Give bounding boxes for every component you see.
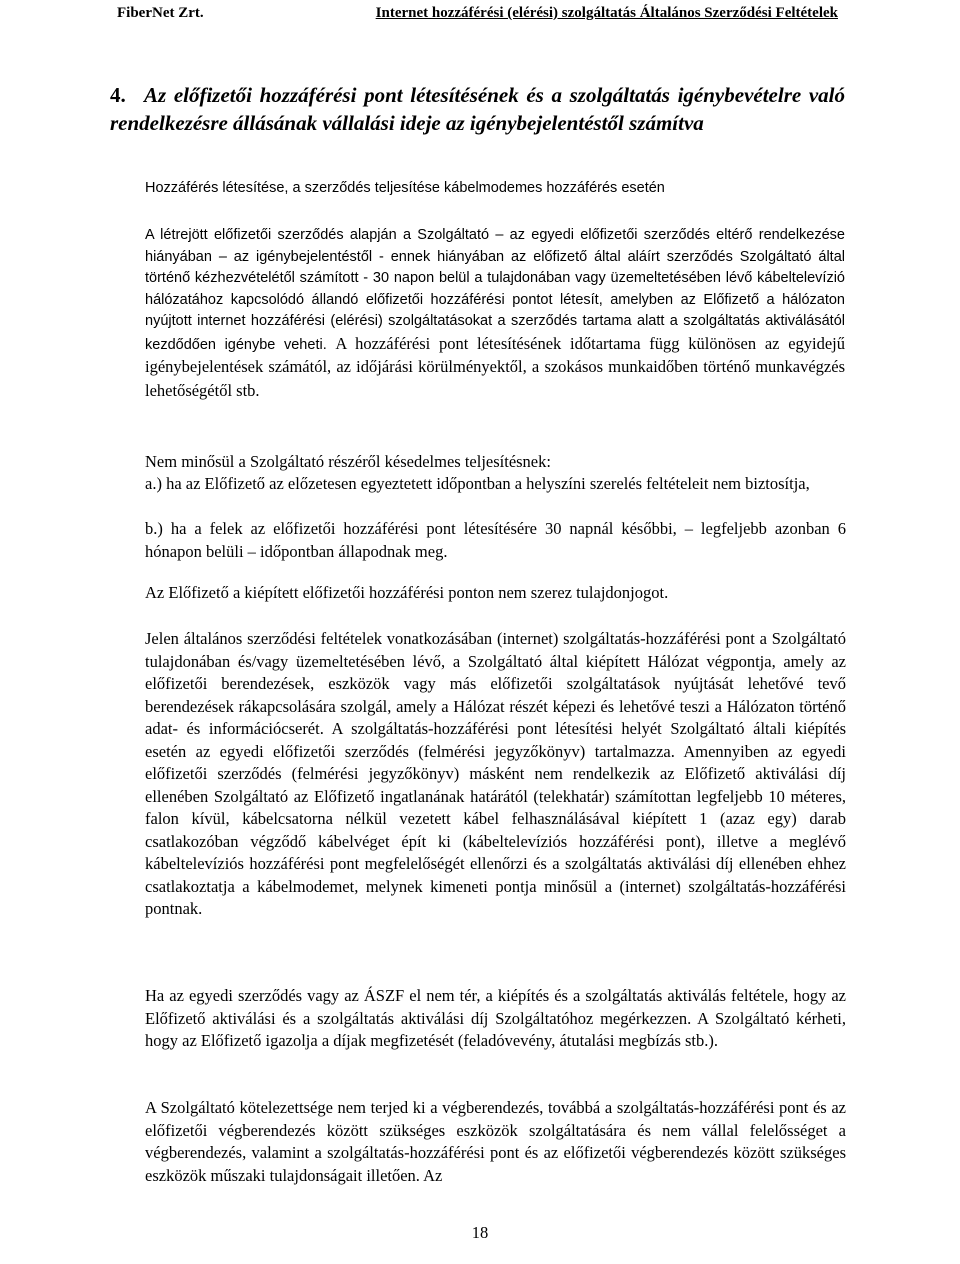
section-number: 4. [110,83,126,107]
delay-list-title: Nem minősül a Szolgáltató részéről késedelmes teljesítésnek: [145,452,551,471]
paragraph-provider-obligations: A Szolgáltató kötelezettsége nem terjed ki a végberendezés, továbbá a szolgáltatás-hozzáférési pont és az előfizetői végberendezés között szükséges eszközök szolgáltatására és nem vállal felelősséget a végberendezés, valamint a szolgáltatás-hozzáférési pont és az előfizetői végberendezés között szükséges eszközök műszaki tulajdonságait illetően. Az [145,1098,846,1185]
delay-list-item-a [145,473,846,496]
list-marker: a.) [145,474,162,493]
list-item-text: ha az Előfizető az előzetesen egyeztetett időpontban a helyszíni szerelés feltételeit nem biztosítja, [166,474,810,493]
paragraph-establishment-sans: A létrejött előfizetői szerződés alapján a Szolgáltató – az egyedi előfizetői szerződés eltérő rendelkezése hiányában – az igénybejelentéstől - ennek hiányában az előfizető által aláírt szerződés Szolgáltató által történő kézhezvételétől számított - 30 napon belül a tulajdonában vagy üzemeltetésében lévő kábeltelevízió hálózatához kapcsolódó állandó előfizetői hozzáférési pontot létesít, amelyben az Előfizető a hálózaton nyújtott internet hozzáférési (elérési) szolgáltatásokat a szerződés tartama alatt a szolgáltatás aktiválásától kezdődően igénybe veheti. [145,227,845,353]
paragraph-establishment [145,225,845,403]
subheading: Hozzáférés létesítése, a szerződés teljesítése kábelmodemes hozzáférés esetén [145,180,665,196]
paragraph-access-point-definition: Jelen általános szerződési feltételek vonatkozásában (internet) szolgáltatás-hozzáférési pont a Szolgáltató tulajdonában és/vagy üzemeltetésében lévő, a Szolgáltató által kiépített Hálózat végpontja, amely az előfizetői berendezések, eszközök vagy más előfizetői szolgáltatások nyújtását lehetővé tevő berendezések rákapcsolására szolgál, amely a Hálózat részét képezi és lehetővé teszi a Hálózaton történő adat- és információcserét. A szolgáltatás-hozzáférési pont létesítési helyét Szolgáltató általi kiépítés esetén az egyedi előfizetői szerződés (felmérési jegyzőkönyv) tartalmazza. Amennyiben az egyedi előfizetői szerződés (felmérési jegyzőkönyv) másként nem rendelkezik az Előfizető aktiválási díj ellenében Szolgáltató az Előfizető ingatlanának határától (telekhatár) számítottan legfeljebb 10 méteres, falon kívül, kábelcsatorna nélkül vezetett kábel felhasználásával kiépített 1 (azaz egy) darab csatlakozóban végződő kábelvéget épít ki (kábeltelevíziós hozzáférési pont), illetve a meglévő kábeltelevíziós hozzáférési pont megfelelőségét ellenőrzi és a szolgáltatás aktiválási díj ellenében ehhez csatlakoztatja a kábelmodemet, melynek kimeneti pontja minősül a (internet) szolgáltatás-hozzáférési pontnak. [145,629,846,918]
paragraph-activation-conditions: Ha az egyedi szerződés vagy az ÁSZF el nem tér, a kiépítés és a szolgáltatás aktiválás feltétele, hogy az Előfizető aktiválási és a szolgáltatás aktiválási díj Szolgáltatóhoz megérkezzen. A Szolgáltató kérheti, hogy az Előfizető igazolja a díjak megfizetését (feladóvevény, átutalási megbízás stb.). [145,986,846,1050]
section-title: Az előfizetői hozzáférési pont létesítésének és a szolgáltatás igénybevételre való rendelkezésre állásának vállalási ideje az igénybejelentéstől számítva [110,83,845,135]
paragraph-establishment-duration: A hozzáférési pont létesítésének időtartama függ különösen az egyidejű igénybejelentések számától, az időjárási körülményektől, a szokásos munkaidőben történő munkavégzés lehetőségétől stb. [145,333,846,400]
paragraph-ownership: Az Előfizető a kiépített előfizetői hozzáférési ponton nem szerez tulajdonjogot. [145,583,669,602]
page-number: 18 [471,1223,489,1242]
page-header [112,3,840,25]
company-name: FiberNet Zrt. [117,5,204,21]
list-item-text: ha a felek az előfizetői hozzáférési pont létesítésére 30 napnál későbbi, – legfeljebb azonban 6 hónapon belüli – időpontban állapodnak meg. [145,519,847,561]
document-title: Internet hozzáférési (elérési) szolgáltatás Általános Szerződési Feltételek [375,5,838,21]
section-heading [110,82,845,137]
list-marker: b.) [145,519,163,538]
delay-list-item-b [145,518,846,563]
